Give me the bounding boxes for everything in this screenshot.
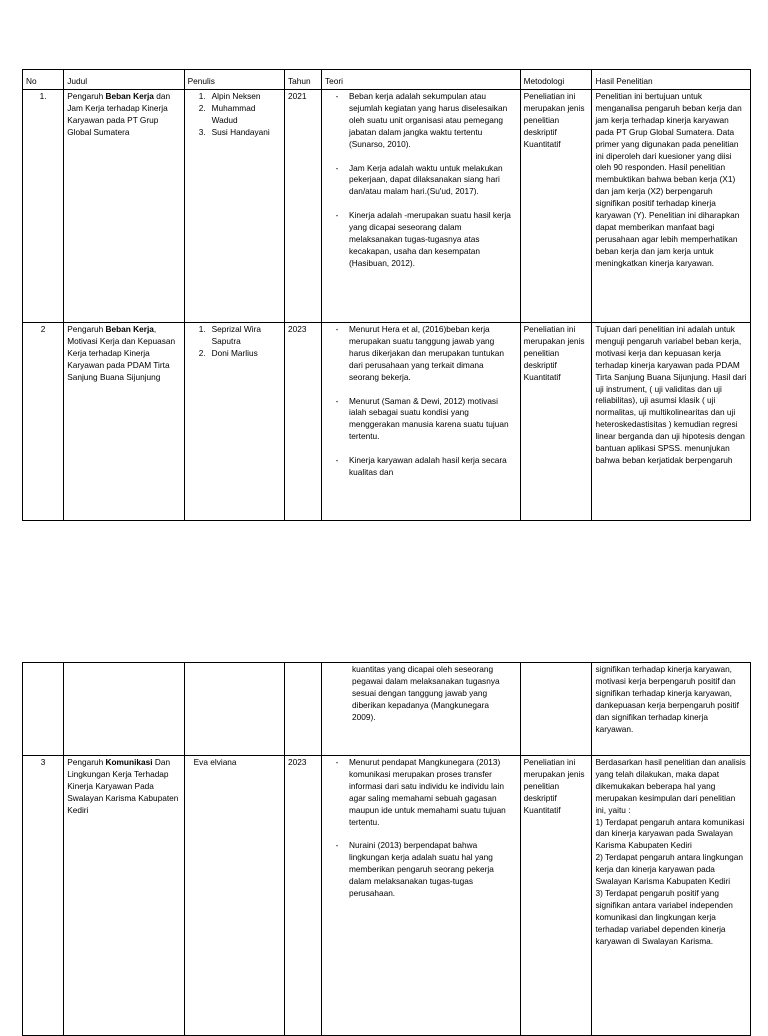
table-header-row bbox=[23, 70, 751, 90]
tahun-cell: 2023 bbox=[285, 323, 322, 521]
penulis-cell: Eva elviana bbox=[184, 756, 284, 1036]
tahun-cell bbox=[285, 663, 322, 756]
teori-cell bbox=[321, 323, 520, 521]
author-number: 3. bbox=[198, 126, 206, 137]
table-row bbox=[23, 90, 751, 323]
teori-item bbox=[325, 210, 517, 270]
author-number: 2. bbox=[198, 102, 206, 113]
tahun-cell: 2023 bbox=[285, 756, 322, 1036]
teori-item bbox=[325, 455, 517, 479]
judul-cell bbox=[64, 323, 184, 521]
judul-bold: Komunikasi bbox=[105, 757, 153, 767]
teori-item bbox=[325, 324, 517, 384]
teori-text: Menurut (Saman & Dewi, 2012) motivasi ialah sebagai suatu kondisi yang menggerakan manusia karena suatu tujuan tertentu. bbox=[348, 395, 509, 442]
bullet-dash: - bbox=[335, 210, 339, 221]
penulis-cell bbox=[184, 323, 284, 521]
hasil-cell: signifikan terhadap kinerja karyawan, motivasi kerja berpengaruh positif dan signifikan terhadap kinerja karyawan, dankepuasan kerja berpengaruh positif dan signifikan terhadap kinerja karyawan. bbox=[592, 663, 751, 756]
bullet-dash: - bbox=[335, 162, 339, 173]
judul-text: , Motivasi Kerja dan Kepuasan Kerja terhadap Kinerja Karyawan pada PDAM Tirta Sanjung Buana Sijunjung bbox=[67, 324, 176, 382]
metodologi-cell: Peneliatian ini merupakan jenis penelitian deskriptif Kuantitatif bbox=[520, 756, 592, 1036]
author-item bbox=[188, 127, 281, 139]
metodologi-cell: Peneliatian ini merupakan jenis penelitian deskriptif Kuantitatif bbox=[520, 323, 592, 521]
judul-cell bbox=[64, 663, 184, 756]
header-hasil: Hasil Penelitian bbox=[592, 70, 751, 90]
author-item bbox=[188, 103, 281, 127]
row-number: 1. bbox=[23, 90, 64, 323]
bullet-dash: - bbox=[335, 91, 339, 101]
header-penulis: Penulis bbox=[184, 70, 284, 90]
teori-text: Jam Kerja adalah waktu untuk melakukan pekerjaan, dapat dilaksanakan siang hari dan/atau malam hari.(Su'ud, 2017). bbox=[348, 162, 503, 197]
judul-text: Pengaruh bbox=[67, 324, 106, 334]
hasil-cell: Berdasarkan hasil penelitian dan analisis yang telah dilakukan, maka dapat dikemukakan beberapa hal yang merupakan kesimpulan dari penelitian ini, yaitu : 1) Terdapat pengaruh antara komunikasi dan kinerja karyawan pada Swalayan Karisma Kabupaten Kediri 2) Terdapat pengaruh antara lingkungan kerja dan kinerja karyawan pada Swalayan Karisma Kabupaten Kediri 3) Terdapat pengaruh positif yang signifikan antara variabel independen komunikasi dan lingkungan kerja terhadap variabel dependen kinerja karyawan di Swalayan Karisma. bbox=[592, 756, 751, 1036]
author-item bbox=[188, 91, 281, 103]
header-judul: Judul bbox=[64, 70, 184, 90]
penulis-cell bbox=[184, 90, 284, 323]
judul-cell bbox=[64, 756, 184, 1036]
table-page-1 bbox=[22, 69, 751, 521]
row-number bbox=[23, 663, 64, 756]
author-item bbox=[188, 348, 281, 360]
hasil-cell: Penelitian ini bertujuan untuk menganalisa pengaruh beban kerja dan jam kerja terhadap kinerja karyawan pada PT Grup Global Sumatera. Data primer yang digunakan pada penelitian ini diperoleh dari kuesioner yang diisi oleh 90 responden. Hasil penelitian membuktikan bahwa beban kerja (X1) dan jam kerja (X2) berpengaruh signifikan positif terhadap kinerja karyawan (Y). Penelitian ini diharapkan dapat memberikan manfaat bagi perusahaan agar lebih memperhatikan beban kerja dan jam kerja untuk meningkatkan kinerja karyawan. bbox=[592, 90, 751, 323]
teori-item bbox=[325, 840, 517, 900]
teori-text: Nuraini (2013) berpendapat bahwa lingkungan kerja adalah suatu hal yang memberikan pengaruh seorang pekerja dalam melaksanakan tugas-tugas perusahaan. bbox=[348, 840, 494, 899]
bullet-dash: - bbox=[335, 324, 339, 334]
header-tahun: Tahun bbox=[285, 70, 322, 90]
judul-text: Dan Lingkungan Kerja Terhadap Kinerja Karyawan Pada Swalayan Karisma Kabupaten Kediri bbox=[67, 757, 179, 815]
table-row bbox=[23, 323, 751, 521]
author-name: Muhammad Wadud bbox=[211, 102, 256, 125]
teori-cell bbox=[321, 90, 520, 323]
header-teori: Teori bbox=[321, 70, 520, 90]
teori-cell bbox=[321, 663, 520, 756]
teori-cell bbox=[321, 756, 520, 1036]
judul-text: dan Jam Kerja terhadap Kinerja Karyawan pada PT Grup Global Sumatera bbox=[67, 91, 171, 137]
row-number: 3 bbox=[23, 756, 64, 1036]
penulis-cell bbox=[184, 663, 284, 756]
judul-bold: Beban Kerja bbox=[105, 324, 154, 334]
teori-text: Kinerja adalah -merupakan suatu hasil kerja yang dicapai seseorang dalam melaksanakan tugas-tugasnya atas kecakapan, usaha dan kesempatan (Hasibuan, 2012). bbox=[348, 210, 511, 268]
teori-text: Menurut pendapat Mangkunegara (2013) komunikasi merupakan proses transfer informasi dari satu individu ke individu lain agar saling memahami sebuah gagasan maupun ide untuk memahami suatu tujuan tertentu. bbox=[348, 757, 506, 827]
table-row-continued bbox=[23, 663, 751, 756]
row-number: 2 bbox=[23, 323, 64, 521]
judul-text: Pengaruh bbox=[67, 91, 106, 101]
author-number: 2. bbox=[198, 347, 206, 358]
header-no: No bbox=[23, 70, 64, 90]
judul-bold: Beban Kerja bbox=[105, 91, 154, 101]
tahun-cell: 2021 bbox=[285, 90, 322, 323]
research-table bbox=[22, 69, 751, 521]
table-row bbox=[23, 756, 751, 1036]
metodologi-cell: Peneliatian ini merupakan jenis penelitian deskriptif Kuantitatif bbox=[520, 90, 592, 323]
teori-item bbox=[325, 163, 517, 199]
teori-item bbox=[325, 91, 517, 151]
teori-item bbox=[325, 396, 517, 444]
bullet-dash: - bbox=[335, 455, 339, 466]
table-page-2 bbox=[22, 662, 751, 1036]
bullet-dash: - bbox=[335, 395, 339, 406]
author-name: Doni Marlius bbox=[211, 347, 258, 358]
judul-cell bbox=[64, 90, 184, 323]
teori-item bbox=[325, 757, 517, 828]
teori-text: Beban kerja adalah sekumpulan atau sejumlah kegiatan yang harus diselesaikan oleh suatu unit organisasi atau pemegang jabatan dalam jangka waktu tertentu (Sunarso, 2010). bbox=[348, 91, 508, 149]
author-number: 1. bbox=[198, 324, 206, 334]
header-metodologi: Metodologi bbox=[520, 70, 592, 90]
teori-text: Menurut Hera et al, (2016)beban kerja merupakan suatu tanggung jawab yang harus dikerjakan dan merupakan tuntukan dari perusahaan yang terkait dimana seorang bekerja. bbox=[348, 324, 504, 382]
author-number: 1. bbox=[198, 91, 206, 101]
author-name: Alpin Neksen bbox=[211, 91, 261, 101]
author-name: Seprizal Wira Saputra bbox=[211, 324, 261, 346]
author-item bbox=[188, 324, 281, 348]
research-table-continued bbox=[22, 662, 751, 1036]
hasil-cell: Tujuan dari penelitian ini adalah untuk menguji pengaruh variabel beban kerja, motivasi kerja dan kepuasan kerja terhadap kinerja karyawan pada PDAM Tirta Sanjung Buana Sijunjung. Hasil dari uji instrument, ( uji validitas dan uji reliabilitas), uji asumsi klasik ( uji normalitas, uji multikolinearitas dan uji heteroskedastisitas ) kemudian regresi linear berganda dan uji hipotesis dengan bantuan aplikasi SPSS. menunjukan bahwa beban kerjatidak berpengaruh bbox=[592, 323, 751, 521]
bullet-dash: - bbox=[335, 757, 339, 767]
author-name: Susi Handayani bbox=[211, 126, 270, 137]
bullet-dash: - bbox=[335, 840, 339, 851]
teori-text: Kinerja karyawan adalah hasil kerja secara kualitas dan bbox=[348, 455, 507, 478]
metodologi-cell bbox=[520, 663, 592, 756]
teori-text: kuantitas yang dicapai oleh seseorang pegawai dalam melaksanakan tugasnya sesuai dengan tanggung jawab yang diberikan kepadanya (Mangkunegara 2009). bbox=[351, 664, 500, 722]
judul-text: Pengaruh bbox=[67, 757, 106, 767]
